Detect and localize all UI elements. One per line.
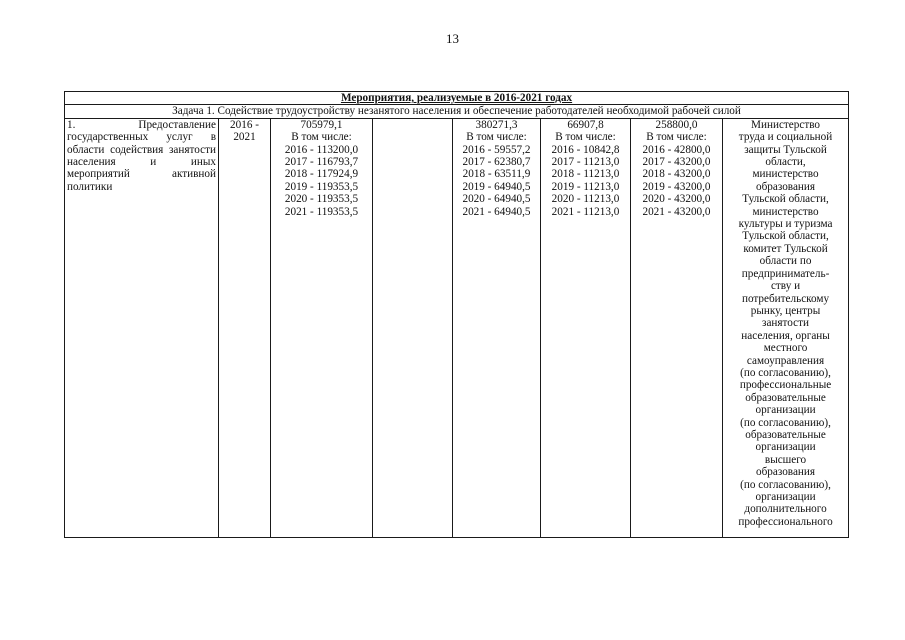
list-item: предприниматель- bbox=[741, 267, 830, 280]
list-item: организации bbox=[755, 491, 816, 503]
measure-cell: 1. Предоставление государственных услуг в области содействия занятости населения и иных мероприятий активной политики bbox=[65, 118, 219, 537]
list-item: организации bbox=[755, 404, 816, 417]
list-item: занятости bbox=[762, 317, 810, 330]
list-item: Тульской области, bbox=[742, 230, 829, 243]
regional-amount: 380271,3 bbox=[475, 118, 518, 131]
list-item: 2019 - 64940,5 bbox=[462, 180, 531, 193]
list-item: области, bbox=[765, 156, 806, 169]
list-item: 2017 - 43200,0 bbox=[642, 156, 711, 169]
list-item: профессиональные bbox=[739, 379, 832, 392]
extrabudget-subtitle: В том числе: bbox=[646, 131, 707, 144]
measures-table bbox=[64, 91, 849, 538]
regional-funding-cell bbox=[453, 118, 541, 537]
list-item: 2016 - 10842,8 bbox=[551, 143, 620, 156]
local-subtitle: В том числе: bbox=[555, 131, 616, 144]
list-item: дополнительного bbox=[744, 503, 827, 516]
regional-years bbox=[455, 144, 538, 218]
extrabudget-years bbox=[633, 144, 720, 218]
list-item: 2017 - 116793,7 bbox=[284, 156, 359, 169]
list-item: образования bbox=[756, 180, 816, 193]
list-item: министерство bbox=[752, 205, 819, 218]
list-item: министерство bbox=[752, 168, 819, 181]
list-item: организации bbox=[755, 441, 816, 454]
task-row bbox=[65, 105, 849, 118]
list-item: Тульской области, bbox=[742, 193, 829, 206]
list-item: самоуправления bbox=[746, 354, 825, 367]
list-item: 2018 - 43200,0 bbox=[642, 168, 711, 181]
list-item: высшего bbox=[764, 453, 807, 466]
local-funding-cell bbox=[541, 118, 631, 537]
list-item: 2016 - 59557,2 bbox=[462, 143, 531, 156]
list-item: образовательные bbox=[745, 428, 826, 441]
regional-subtitle: В том числе: bbox=[466, 131, 527, 144]
list-item: образования bbox=[756, 466, 816, 479]
total-subtitle: В том числе: bbox=[291, 131, 352, 144]
list-item: рынку, центры bbox=[750, 304, 821, 317]
table-row bbox=[65, 118, 849, 537]
period-cell bbox=[219, 118, 271, 537]
list-item: 2021 - 43200,0 bbox=[642, 205, 711, 218]
list-item: 2021 - 11213,0 bbox=[551, 205, 620, 218]
executors-cell bbox=[723, 118, 849, 537]
executors-list bbox=[725, 119, 846, 528]
list-item: защиты Тульской bbox=[744, 143, 827, 156]
page-number: 13 bbox=[446, 31, 459, 46]
list-item: местного bbox=[763, 342, 808, 355]
list-item: 2016 - 42800,0 bbox=[642, 143, 711, 156]
list-item: комитет Тульской bbox=[743, 242, 828, 255]
extrabudget-funding-cell bbox=[631, 118, 723, 537]
list-item: 2018 - 11213,0 bbox=[551, 168, 620, 181]
list-item: области по bbox=[759, 255, 812, 268]
list-item: 2017 - 11213,0 bbox=[551, 156, 620, 169]
list-item: 2017 - 62380,7 bbox=[462, 156, 531, 169]
list-item: профессионального bbox=[738, 515, 833, 528]
section-header-row bbox=[65, 92, 849, 105]
list-item: труда и социальной bbox=[738, 131, 833, 144]
federal-funding-cell bbox=[373, 118, 453, 537]
list-item: 2019 - 11213,0 bbox=[551, 180, 620, 193]
list-item: 2020 - 43200,0 bbox=[642, 193, 711, 206]
list-item: (по согласованию), bbox=[740, 478, 831, 491]
list-item: 2016 - 113200,0 bbox=[284, 143, 359, 156]
list-item: 2019 - 43200,0 bbox=[642, 180, 711, 193]
local-years bbox=[543, 144, 628, 218]
list-item: (по согласованию), bbox=[740, 366, 831, 379]
list-item: 2018 - 117924,9 bbox=[284, 168, 359, 181]
list-item: ству и bbox=[770, 280, 801, 293]
list-item: образовательные bbox=[745, 391, 826, 404]
list-item: 2020 - 119353,5 bbox=[284, 193, 359, 206]
section-title: Мероприятия, реализуемые в 2016-2021 годах bbox=[65, 92, 849, 105]
total-amount: 705979,1 bbox=[300, 118, 343, 131]
list-item: населения, органы bbox=[741, 329, 830, 342]
list-item: 2021 - 119353,5 bbox=[284, 205, 359, 218]
total-years bbox=[273, 144, 370, 218]
list-item: культуры и туризма bbox=[738, 218, 833, 231]
list-item: 2020 - 11213,0 bbox=[551, 193, 620, 206]
list-item: Министерство bbox=[751, 118, 821, 131]
task-title: Задача 1. Содействие трудоустройству незанятого населения и обеспечение работодателей необходимой рабочей силой bbox=[65, 105, 849, 118]
extrabudget-amount: 258800,0 bbox=[655, 118, 698, 131]
period-start: 2016 - bbox=[230, 118, 259, 131]
list-item: 2018 - 63511,9 bbox=[462, 168, 531, 181]
list-item: (по согласованию), bbox=[740, 416, 831, 429]
list-item: 2020 - 64940,5 bbox=[462, 193, 531, 206]
local-amount: 66907,8 bbox=[567, 118, 604, 131]
list-item: потребительскому bbox=[741, 292, 830, 305]
period-end: 2021 bbox=[233, 131, 256, 144]
total-funding-cell bbox=[271, 118, 373, 537]
list-item: 2021 - 64940,5 bbox=[462, 205, 531, 218]
list-item: 2019 - 119353,5 bbox=[284, 180, 359, 193]
